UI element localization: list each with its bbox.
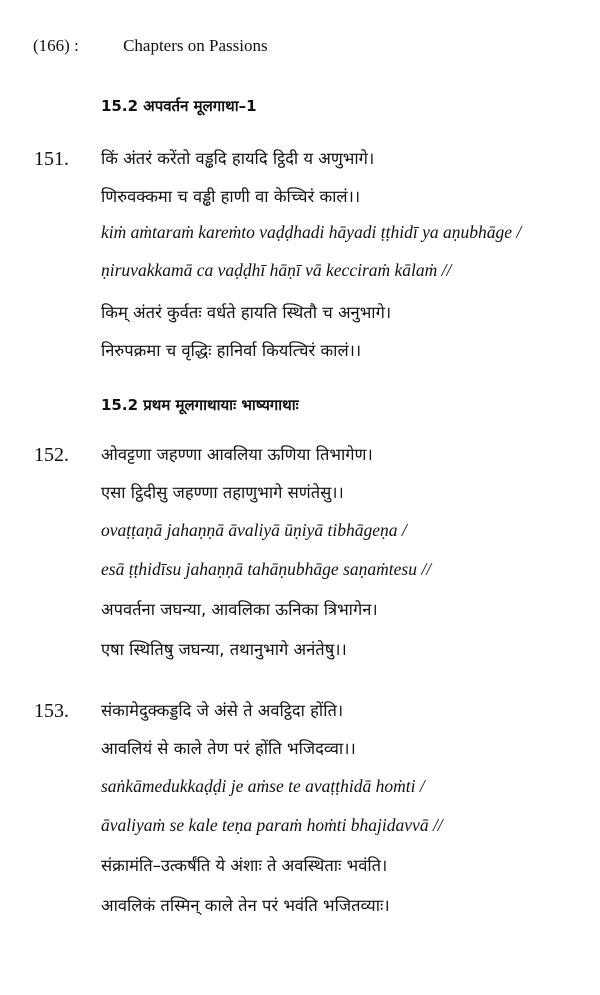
verse-line-prakrit: णिरुवक्कमा च वड्ढी हाणी वा केच्चिरं कालं।। <box>101 187 361 206</box>
section-heading: 15.2 अपवर्तन मूलगाथा–1 <box>101 97 257 115</box>
verse-line-transliteration: ṇiruvakkamā ca vaḍḍhī hāṇī vā kecciraṁ kālaṁ // <box>101 260 452 280</box>
verse-number: 151. <box>34 148 69 170</box>
verse-line-transliteration: esā ṭṭhidīsu jahaṇṇā tahāṇubhāge saṇaṁtesu // <box>101 559 432 579</box>
verse-line-transliteration: ovaṭṭaṇā jahaṇṇā āvaliyā ūṇiyā tibhāgeṇa / <box>101 520 407 540</box>
chapter-title: Chapters on Passions <box>123 36 268 55</box>
verse-line-sanskrit: एषा स्थितिषु जघन्या, तथानुभागे अनंतेषु।। <box>101 640 347 659</box>
page-number: (166) <box>33 36 70 55</box>
verse-line-transliteration: āvaliyaṁ se kale teṇa paraṁ hoṁti bhajidavvā // <box>101 815 443 835</box>
running-header <box>33 36 268 56</box>
verse-line-prakrit: एसा ट्ठिदीसु जहण्णा तहाणुभागे सणंतेसु।। <box>101 483 344 502</box>
verse-line-prakrit: संकामेदुक्कड्डदि जे अंसे ते अवट्ठिदा होंति। <box>101 701 344 720</box>
verse-line-prakrit: आवलियं से काले तेण परं होंति भजिदव्वा।। <box>101 739 356 758</box>
verse-line-prakrit: किं अंतरं करेंतो वड्ढदि हायदि ट्ठिदी य अणुभागे। <box>101 149 375 168</box>
verse-number: 153. <box>34 700 69 722</box>
verse-line-transliteration: saṅkāmedukkaḍḍi je aṁse te avaṭṭhidā hoṁti / <box>101 776 425 796</box>
verse-line-sanskrit: संक्रामंति–उत्कर्षंति ये अंशाः ते अवस्थिताः भवंति। <box>101 856 388 875</box>
verse-line-sanskrit: किम् अंतरं कुर्वतः वर्धते हायति स्थितौ च अनुभागे। <box>101 303 392 322</box>
verse-line-sanskrit: अपवर्तना जघन्या, आवलिका ऊनिका त्रिभागेन। <box>101 600 378 619</box>
header-separator: : <box>74 36 79 55</box>
verse-line-sanskrit: निरुपक्रमा च वृद्धिः हानिर्वा कियत्चिरं कालं।। <box>101 341 362 360</box>
section-heading: 15.2 प्रथम मूलगाथायाः भाष्यगाथाः <box>101 396 299 414</box>
verse-line-transliteration: kiṁ aṁtaraṁ kareṁto vaḍḍhadi hāyadi ṭṭhidī ya aṇubhāge / <box>101 222 522 242</box>
verse-number: 152. <box>34 444 69 466</box>
verse-line-prakrit: ओवट्टणा जहण्णा आवलिया ऊणिया तिभागेण। <box>101 445 373 464</box>
verse-line-sanskrit: आवलिकं तस्मिन् काले तेन परं भवंति भजितव्याः। <box>101 896 390 915</box>
